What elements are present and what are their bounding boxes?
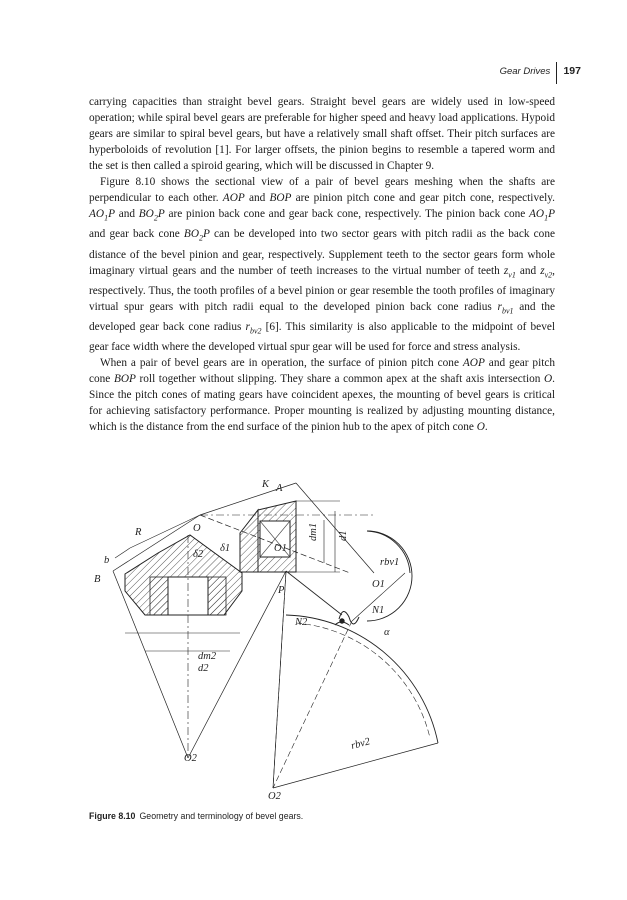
text-run: bv1 <box>501 306 514 315</box>
label-R: R <box>135 527 142 538</box>
text-run: BO <box>183 228 199 241</box>
text-run: can be developed into two sector gears with pitch radii as the back cone distance of the bevel pinion and gear, respectively. Supplement teeth to the sector gears form whole imaginary virtual gears and the number of teeth increases to the virtual number of teeth <box>89 228 555 277</box>
label-A: A <box>276 483 283 494</box>
text-run: AOP <box>462 357 485 370</box>
label-K: K <box>262 479 270 490</box>
text-run: 2 <box>153 213 158 223</box>
text-run: 2 <box>198 233 203 243</box>
text-run: r <box>245 321 250 333</box>
text-run: AO <box>89 208 105 220</box>
label-delta1: δ1 <box>220 543 231 554</box>
label-dm1: dm1 <box>308 522 319 541</box>
label-N1: N1 <box>372 605 385 616</box>
text-run: r <box>497 300 502 313</box>
pinion-section <box>240 501 296 572</box>
label-d2: d2 <box>198 663 209 674</box>
caption-label: Figure 8.10 <box>89 811 136 821</box>
paragraph-2 <box>89 174 555 355</box>
label-dm2: dm2 <box>198 651 217 662</box>
text-run: z <box>540 264 545 277</box>
text-run: carrying capacities than straight bevel gears. Straight bevel gears are widely used in low-speed operation; while spiral bevel gears are preferable for higher speed and heavy load applications. Hypoid gears are similar to spiral bevel gears, but have a relatively small shaft offset. Their pitch surfaces are hyperboloids of revolution [1]. For larger offsets, the pinion begins to resemble a tapered worm and the set is then called a spiroid gearing, which will be discussed in Chapter 9. <box>89 96 555 172</box>
text-run: BOP <box>269 192 292 204</box>
text-run: and <box>114 208 139 220</box>
label-rbv1: rbv1 <box>380 557 400 568</box>
label-O1-virtual: O1 <box>372 579 385 590</box>
text-run: v2 <box>544 269 553 279</box>
text-run: O <box>544 373 553 386</box>
label-B: B <box>94 574 101 585</box>
virtual-gear-arcs <box>286 531 438 743</box>
text-run: P <box>157 208 165 220</box>
label-O2-left: O2 <box>184 753 197 764</box>
text-run: AO <box>529 208 545 220</box>
label-O1-pinion: O1 <box>274 543 287 554</box>
label-d1: d1 <box>338 530 349 541</box>
label-O2-bottom: O2 <box>268 791 281 802</box>
text-run: z <box>503 264 509 277</box>
text-run: . <box>484 421 488 434</box>
bevel-gear-diagram <box>90 473 550 808</box>
text-run: P <box>202 228 210 241</box>
running-head-divider <box>556 62 557 84</box>
text-run: BOP <box>113 373 136 386</box>
figure-bevel-gears <box>90 473 550 808</box>
text-run: and <box>244 192 270 204</box>
body-text <box>89 94 555 435</box>
text-run: . Since the pitch cones of mating gears have coincident apexes, the mounting of bevel gears is critical for achieving satisfactory performance. Proper mounting is realized by adjusting mounting distance, which is the distance from the end surface of the pinion hub to the apex of pitch cone <box>89 373 555 434</box>
text-run: and gear back cone <box>89 228 184 241</box>
running-head-title: Gear Drives <box>499 66 551 77</box>
text-run: BO <box>138 208 154 220</box>
text-run: bv2 <box>249 326 262 336</box>
caption-text: Geometry and terminology of bevel gears. <box>139 811 304 821</box>
label-alpha: α <box>384 627 390 638</box>
label-O: O <box>193 523 201 534</box>
text-run: roll together without slipping. They share a common apex at the shaft axis intersection <box>135 373 544 386</box>
page-number: 197 <box>563 65 581 77</box>
text-run: P <box>108 208 115 220</box>
text-run: and the developed gear back cone radius <box>89 300 556 333</box>
text-run: and <box>515 264 541 277</box>
text-run: P <box>548 208 555 220</box>
text-run: Figure 8.10 shows the sectional view of a pair of bevel gears meshing when the shafts are perpendicular to each other. <box>89 176 555 204</box>
text-run: [6]. This similarity is also applicable to the midpoint of bevel gear face width where the developed virtual spur gear will be used for force and stress analysis. <box>89 321 555 354</box>
label-b: b <box>104 555 110 566</box>
text-run: AOP <box>222 192 245 204</box>
running-head <box>500 62 581 84</box>
label-P: P <box>278 585 285 596</box>
figure-caption <box>89 811 303 821</box>
text-run: 1 <box>104 213 109 223</box>
text-run: O <box>476 421 485 434</box>
text-run: , respectively. Thus, the tooth profiles of a bevel pinion or gear resemble the tooth profiles of imaginary virtual spur gears with pitch radii equal to the developed pinion back cone radius <box>89 264 555 313</box>
text-run: When a pair of bevel gears are in operation, the surface of pinion pitch cone <box>100 357 463 370</box>
label-delta2: δ2 <box>193 549 204 560</box>
label-rbv2: rbv2 <box>349 736 372 752</box>
paragraph-1 <box>89 94 555 174</box>
text-run: 1 <box>544 213 549 223</box>
text-run: v1 <box>508 269 516 279</box>
text-run: and gear pitch cone <box>89 357 556 386</box>
label-N2: N2 <box>295 617 308 628</box>
text-run: are pinion back cone and gear back cone, respectively. The pinion back cone <box>164 208 530 220</box>
text-run: are pinion pitch cone and gear pitch cone, respectively. <box>291 192 555 204</box>
paragraph-3 <box>89 355 555 435</box>
